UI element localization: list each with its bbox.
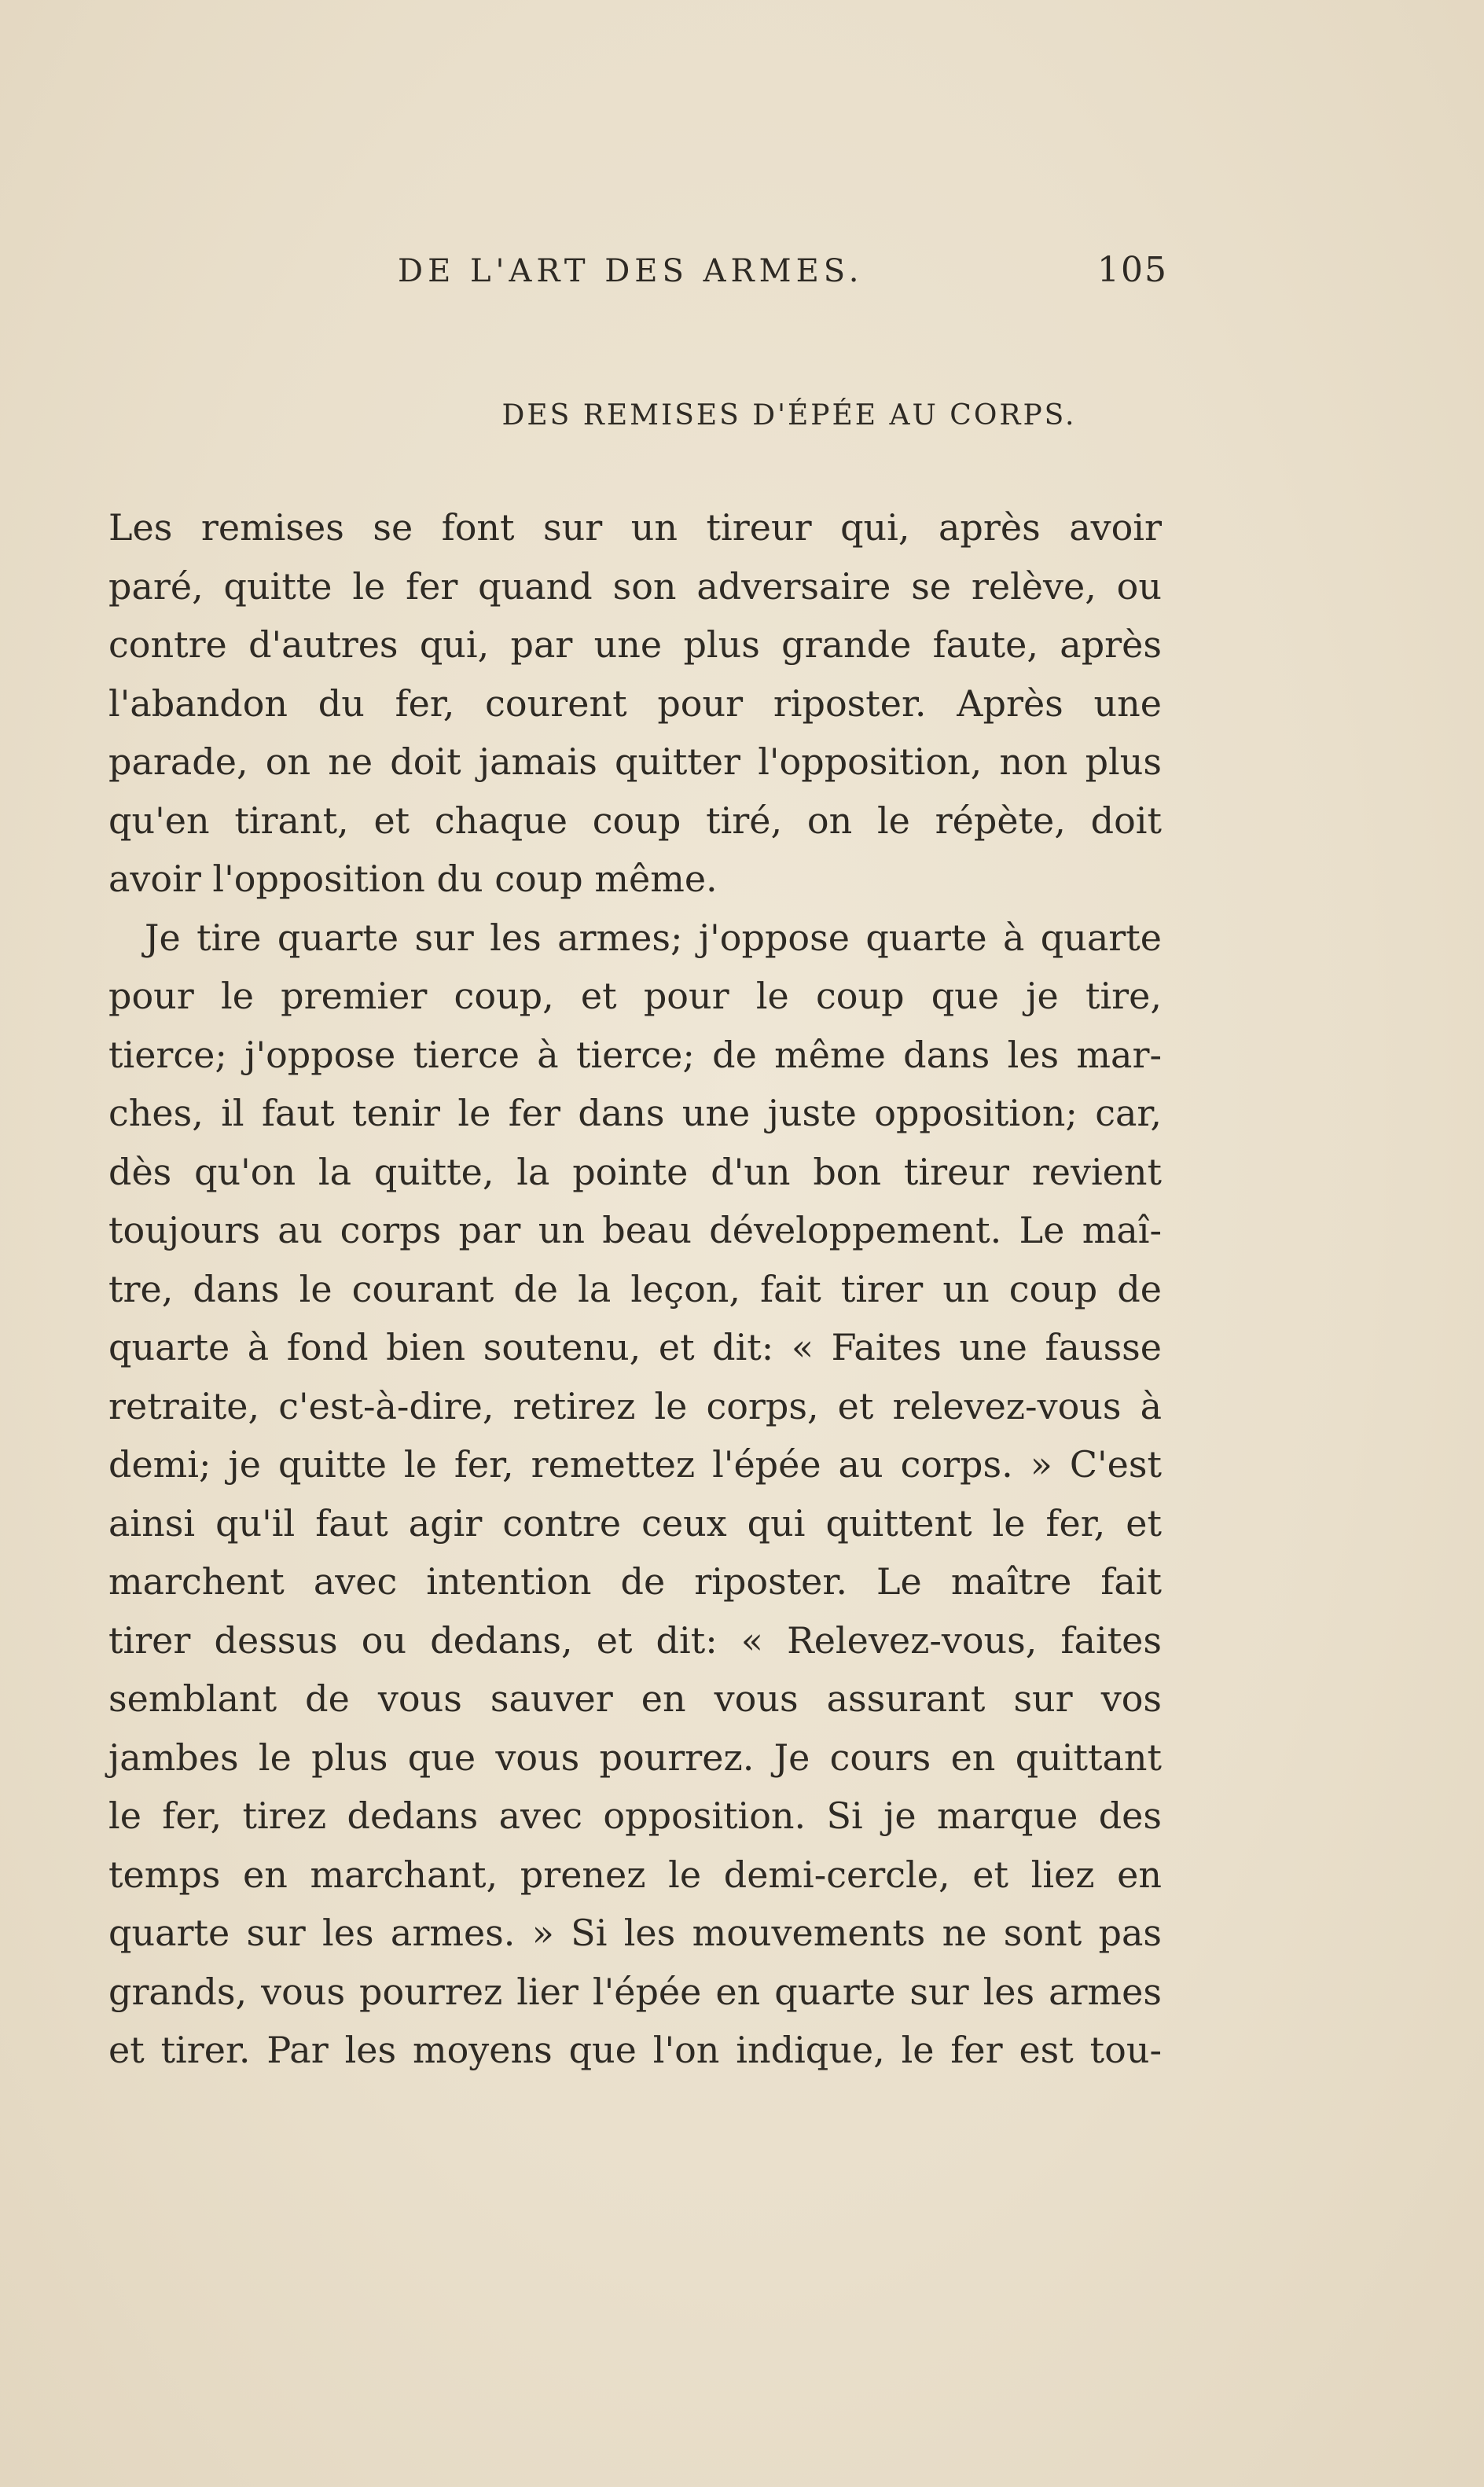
text-line: tre, dans le courant de la leçon, fait tirer un coup de <box>108 1267 1162 1310</box>
running-title: DE L'ART DES ARMES. <box>398 253 864 289</box>
text-line: le fer, tirez dedans avec opposition. Si je marque des <box>108 1795 1162 1837</box>
text-line: quarte à fond bien soutenu, et dit: « Faites une fausse <box>108 1326 1162 1368</box>
text-line: dès qu'on la quitte, la pointe d'un bon tireur revient <box>108 1150 1162 1193</box>
text-line: parade, on ne doit jamais quitter l'opposition, non plus <box>108 740 1162 783</box>
text-line: tirer dessus ou dedans, et dit: « Relevez-vous, faites <box>108 1618 1162 1662</box>
text-line: marchent avec intention de riposter. Le maître fait <box>108 1560 1162 1603</box>
text-line: ches, il faut tenir le fer dans une juste opposition; car, <box>108 1092 1162 1134</box>
text-line: l'abandon du fer, courent pour riposter. Après une <box>108 681 1162 725</box>
text-line: Les remises se font sur un tireur qui, après avoir <box>108 506 1162 549</box>
text-line: semblant de vous sauver en vous assurant sur vos <box>108 1677 1162 1720</box>
text-line: temps en marchant, prenez le demi-cercle, et liez en <box>108 1853 1162 1896</box>
running-head <box>398 250 1168 300</box>
text-line: avoir l'opposition du coup même. <box>108 858 718 900</box>
text-line: et tirer. Par les moyens que l'on indique, le fer est tou- <box>108 2029 1162 2071</box>
text-line: Je tire quarte sur les armes; j'oppose quarte à quarte <box>145 916 1162 959</box>
text-line: quarte sur les armes. » Si les mouvements ne sont pas <box>108 1912 1162 1954</box>
text-line: paré, quitte le fer quand son adversaire se relève, ou <box>108 564 1162 608</box>
page-number: 105 <box>1097 250 1168 290</box>
text-line: contre d'autres qui, par une plus grande faute, après <box>108 623 1162 666</box>
text-line: toujours au corps par un beau développement. Le maî- <box>108 1209 1162 1251</box>
text-line: tierce; j'oppose tierce à tierce; de même dans les mar- <box>108 1033 1162 1076</box>
text-line: demi; je quitte le fer, remettez l'épée au corps. » C'est <box>108 1443 1162 1486</box>
text-line: retraite, c'est-à-dire, retirez le corps, et relevez-vous à <box>108 1384 1162 1427</box>
text-line: pour le premier coup, et pour le coup que je tire, <box>108 975 1162 1017</box>
text-line: ainsi qu'il faut agir contre ceux qui quittent le fer, et <box>108 1501 1162 1545</box>
text-line: jambes le plus que vous pourrez. Je cours en quittant <box>108 1736 1162 1779</box>
body-text <box>108 498 1162 2080</box>
text-line: grands, vous pourrez lier l'épée en quarte sur les armes <box>108 1970 1162 2013</box>
text-line: qu'en tirant, et chaque coup tiré, on le répète, doit <box>108 799 1162 842</box>
section-heading: DES REMISES D'ÉPÉE AU CORPS. <box>501 399 1077 432</box>
